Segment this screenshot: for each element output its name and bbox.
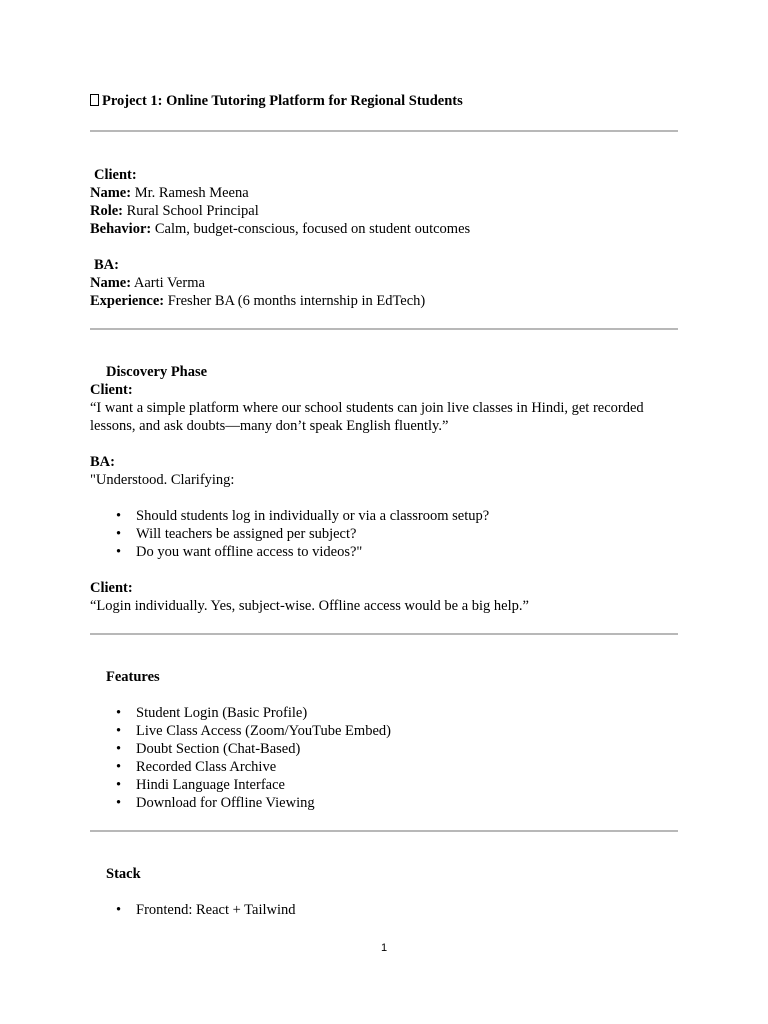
discovery-ba-label: BA: <box>90 454 115 470</box>
list-item: • Student Login (Basic Profile) <box>136 704 678 722</box>
discovery-client-label: Client: <box>90 382 133 398</box>
stack-list <box>90 901 678 919</box>
list-item: • Hindi Language Interface <box>136 776 678 794</box>
discovery-heading: Discovery Phase <box>106 364 208 380</box>
ba-name: Name: Aarti Verma <box>90 275 205 291</box>
ba-heading: BA: <box>94 257 119 273</box>
discovery-client-quote: “I want a simple platform where our school students can join live classes in Hindi, get recorded lessons, and ask doubts—many don’t speak English fluently.” <box>90 400 644 434</box>
features-heading: Features <box>106 669 160 685</box>
discovery-client-label-2: Client: <box>90 580 133 596</box>
list-item: • Do you want offline access to videos?" <box>136 543 678 561</box>
client-name: Name: Mr. Ramesh Meena <box>90 185 249 201</box>
list-item: • Recorded Class Archive <box>136 758 678 776</box>
clarifying-questions-list <box>90 507 678 561</box>
client-role: Role: Rural School Principal <box>90 203 259 219</box>
features-list <box>90 704 678 812</box>
document-body <box>90 92 678 919</box>
client-behavior: Behavior: Calm, budget-conscious, focused on student outcomes <box>90 221 471 237</box>
discovery-ba-intro: "Understood. Clarifying: <box>90 472 235 488</box>
list-item: • Doubt Section (Chat-Based) <box>136 740 678 758</box>
missing-glyph-icon <box>90 94 99 106</box>
list-item: • Live Class Access (Zoom/YouTube Embed) <box>136 722 678 740</box>
stack-heading: Stack <box>106 866 141 882</box>
list-item: • Will teachers be assigned per subject? <box>136 525 678 543</box>
client-heading: Client: <box>94 167 137 183</box>
list-item: • Frontend: React + Tailwind <box>136 901 678 919</box>
page-title-text: Project 1: Online Tutoring Platform for Regional Students <box>102 93 463 109</box>
list-item: • Download for Offline Viewing <box>136 794 678 812</box>
ba-experience: Experience: Fresher BA (6 months internship in EdTech) <box>90 293 426 309</box>
page-number: 1 <box>380 942 388 954</box>
discovery-client-reply: “Login individually. Yes, subject-wise. Offline access would be a big help.” <box>90 598 529 614</box>
page-title <box>90 92 678 114</box>
list-item: • Should students log in individually or via a classroom setup? <box>136 507 678 525</box>
